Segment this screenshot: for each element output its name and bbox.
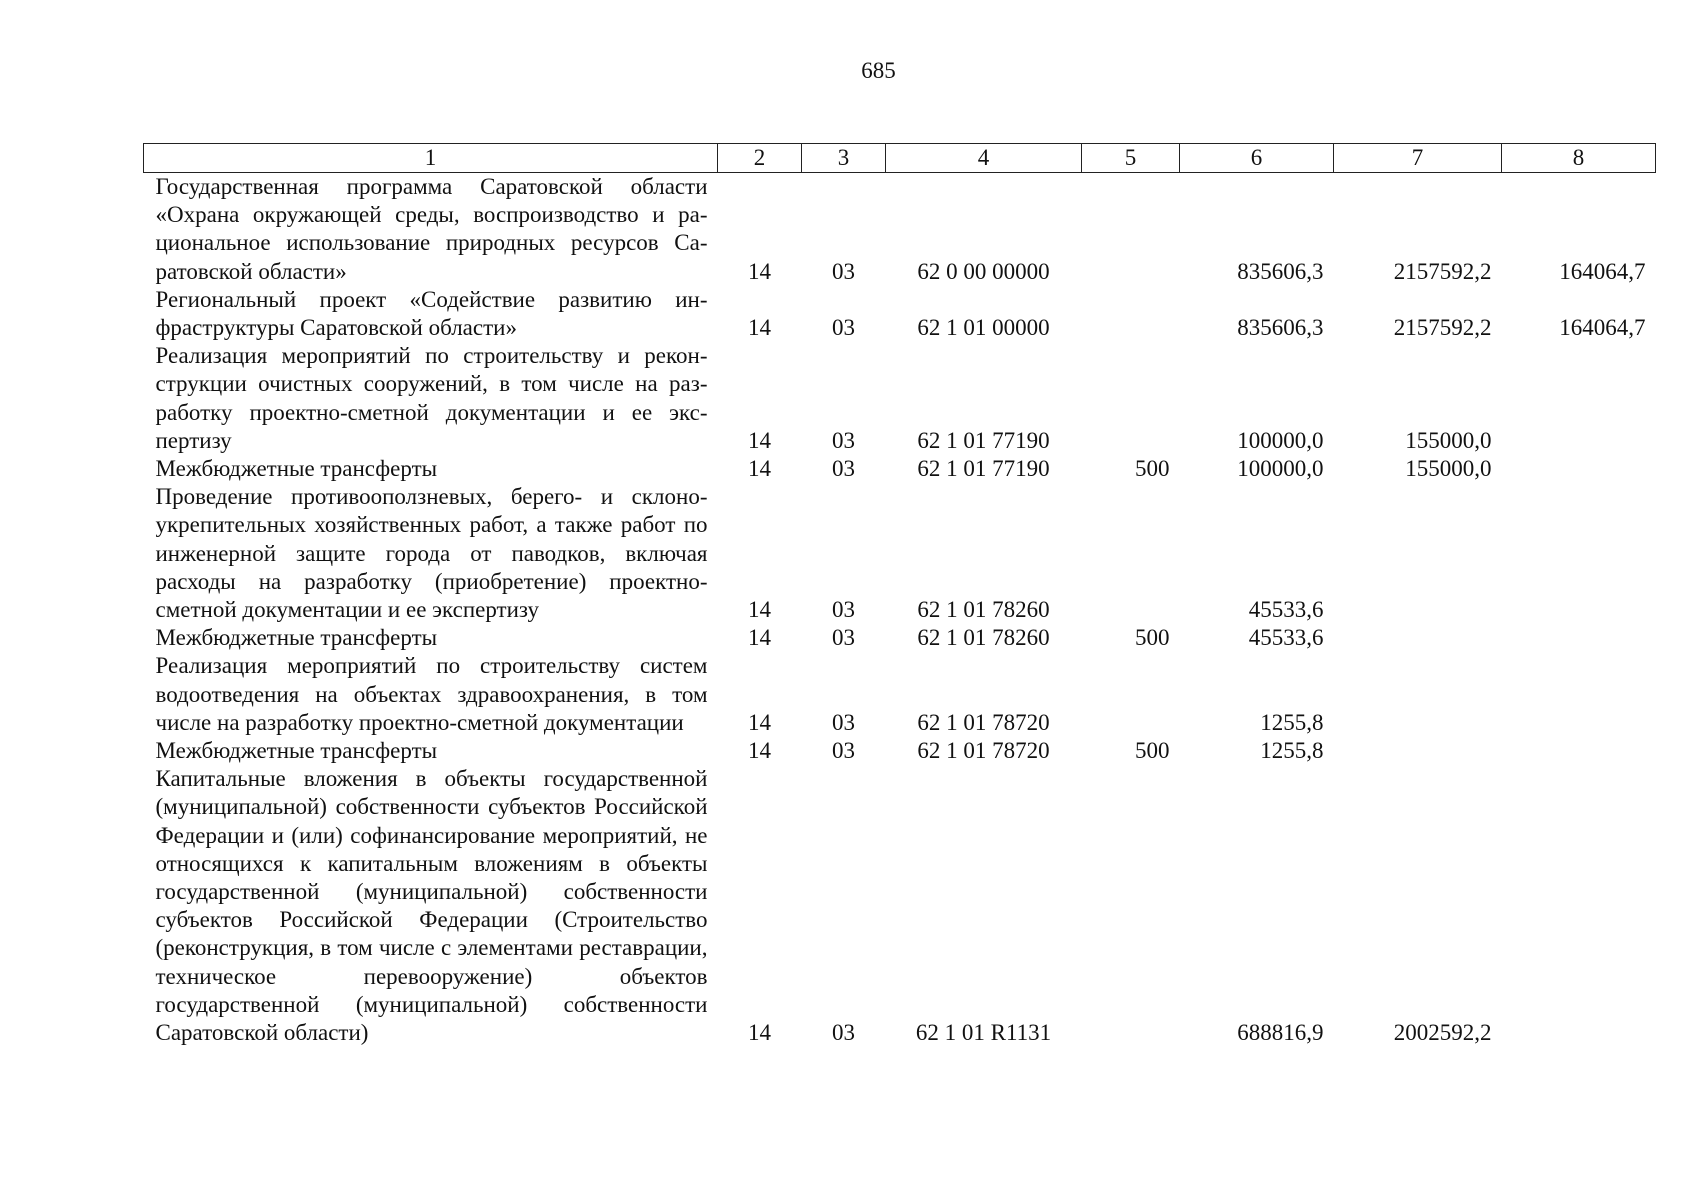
row-name: Межбюджетные трансферты (155, 625, 438, 651)
column-header-4: 4 (886, 144, 1082, 173)
table-row (144, 286, 1656, 342)
row-name: Реализация мероприятий по строительству систем водоотведения на объектах здравоохранения, в том числе на разработку проектно-сметной документации (155, 653, 708, 735)
subsection-code: 03 (832, 625, 855, 651)
target-article-code: 62 1 01 78260 (917, 597, 1050, 623)
table-row (144, 173, 1656, 286)
amount-col-7: 155000,0 (1405, 456, 1492, 482)
section-code: 14 (748, 427, 771, 453)
budget-table (143, 143, 1656, 1047)
subsection-code: 03 (832, 738, 855, 764)
expense-type-code (1082, 483, 1180, 624)
subsection-code: 03 (832, 709, 855, 735)
column-header-8: 8 (1502, 144, 1656, 173)
section-code: 14 (748, 709, 771, 735)
section-code: 14 (748, 738, 771, 764)
expense-type-code (1082, 765, 1180, 1047)
table-row (144, 342, 1656, 455)
expense-type-code (1082, 286, 1180, 342)
amount-col-6: 1255,8 (1260, 709, 1324, 735)
column-header-6: 6 (1180, 144, 1334, 173)
expense-type-code: 500 (1135, 738, 1170, 764)
target-article-code: 62 1 01 78260 (917, 625, 1050, 651)
column-header-5: 5 (1082, 144, 1180, 173)
table-row (144, 624, 1656, 652)
subsection-code: 03 (832, 597, 855, 623)
row-name: Региональный проект «Содействие развитию инфраструктуры Саратовской области» (155, 286, 708, 341)
amount-col-6: 45533,6 (1248, 597, 1324, 623)
amount-col-7 (1334, 483, 1502, 624)
amount-col-8: 164064,7 (1559, 315, 1646, 341)
column-header-2: 2 (718, 144, 802, 173)
amount-col-7 (1334, 737, 1502, 765)
target-article-code: 62 1 01 00000 (917, 315, 1050, 341)
amount-col-7 (1334, 652, 1502, 737)
section-code: 14 (748, 597, 771, 623)
amount-col-7: 2157592,2 (1393, 258, 1492, 284)
amount-col-6: 835606,3 (1237, 258, 1324, 284)
subsection-code: 03 (832, 456, 855, 482)
amount-col-8: 164064,7 (1559, 258, 1646, 284)
section-code: 14 (748, 315, 771, 341)
expense-type-code (1082, 652, 1180, 737)
amount-col-6: 688816,9 (1237, 1020, 1324, 1046)
expense-type-code (1082, 342, 1180, 455)
page-number: 685 (861, 58, 896, 83)
row-name: Реализация мероприятий по строительству и реконструкции очистных сооружений, в том числе на разработку проектно-сметной документации и ее экспертизу (155, 343, 708, 453)
row-name: Межбюджетные трансферты (155, 456, 438, 482)
section-code: 14 (748, 625, 771, 651)
row-name: Межбюджетные трансферты (155, 738, 438, 764)
amount-col-8 (1502, 737, 1656, 765)
expense-type-code: 500 (1135, 456, 1170, 482)
amount-col-6: 835606,3 (1237, 315, 1324, 341)
table-row (144, 652, 1656, 737)
column-header-1: 1 (144, 144, 718, 173)
section-code: 14 (748, 456, 771, 482)
subsection-code: 03 (832, 1020, 855, 1046)
table-row (144, 765, 1656, 1047)
subsection-code: 03 (832, 427, 855, 453)
section-code: 14 (748, 1020, 771, 1046)
amount-col-6: 100000,0 (1237, 427, 1324, 453)
target-article-code: 62 1 01 77190 (917, 427, 1050, 453)
row-name: Капитальные вложения в объекты государственной (муниципальной) собственности субъектов Российской Федерации и (или) софинансирование мероприятий, не относящихся к капитальным вложениям в объекты государственной (муниципальной) собственности субъектов Российской Федерации (Строительство (реконструкция, в том числе с элементами реставрации, техническое перевооружение) объектов государственной (муниципальной) собственности Саратовской области) (155, 766, 708, 1046)
amount-col-7: 2157592,2 (1393, 315, 1492, 341)
expense-type-code (1082, 173, 1180, 286)
amount-col-6: 45533,6 (1248, 625, 1324, 651)
amount-col-8 (1502, 455, 1656, 483)
target-article-code: 62 1 01 78720 (917, 709, 1050, 735)
table-row (144, 455, 1656, 483)
subsection-code: 03 (832, 315, 855, 341)
amount-col-7: 155000,0 (1405, 427, 1492, 453)
target-article-code: 62 1 01 78720 (917, 738, 1050, 764)
amount-col-8 (1502, 765, 1656, 1047)
table-row (144, 737, 1656, 765)
column-header-3: 3 (802, 144, 886, 173)
table-header-row (144, 144, 1656, 173)
amount-col-7 (1334, 624, 1502, 652)
amount-col-6: 100000,0 (1237, 456, 1324, 482)
target-article-code: 62 0 00 00000 (917, 258, 1050, 284)
expense-type-code: 500 (1135, 625, 1170, 651)
amount-col-8 (1502, 483, 1656, 624)
amount-col-6: 1255,8 (1260, 738, 1324, 764)
table-row (144, 483, 1656, 624)
amount-col-8 (1502, 342, 1656, 455)
amount-col-7: 2002592,2 (1393, 1020, 1492, 1046)
row-name: Проведение противооползневых, берего- и склоноукрепительных хозяйственных работ, а также работ по инженерной защите города от паводков, включая расходы на разработку (приобретение) проектно-сметной документации и ее экспертизу (155, 484, 708, 623)
section-code: 14 (748, 258, 771, 284)
amount-col-8 (1502, 652, 1656, 737)
column-header-7: 7 (1334, 144, 1502, 173)
target-article-code: 62 1 01 77190 (917, 456, 1050, 482)
subsection-code: 03 (832, 258, 855, 284)
row-name: Государственная программа Саратовской области «Охрана окружающей среды, воспроизводство и рациональное использование природных ресурсов Саратовской области» (155, 174, 708, 284)
target-article-code: 62 1 01 R1131 (915, 1020, 1052, 1046)
amount-col-8 (1502, 624, 1656, 652)
